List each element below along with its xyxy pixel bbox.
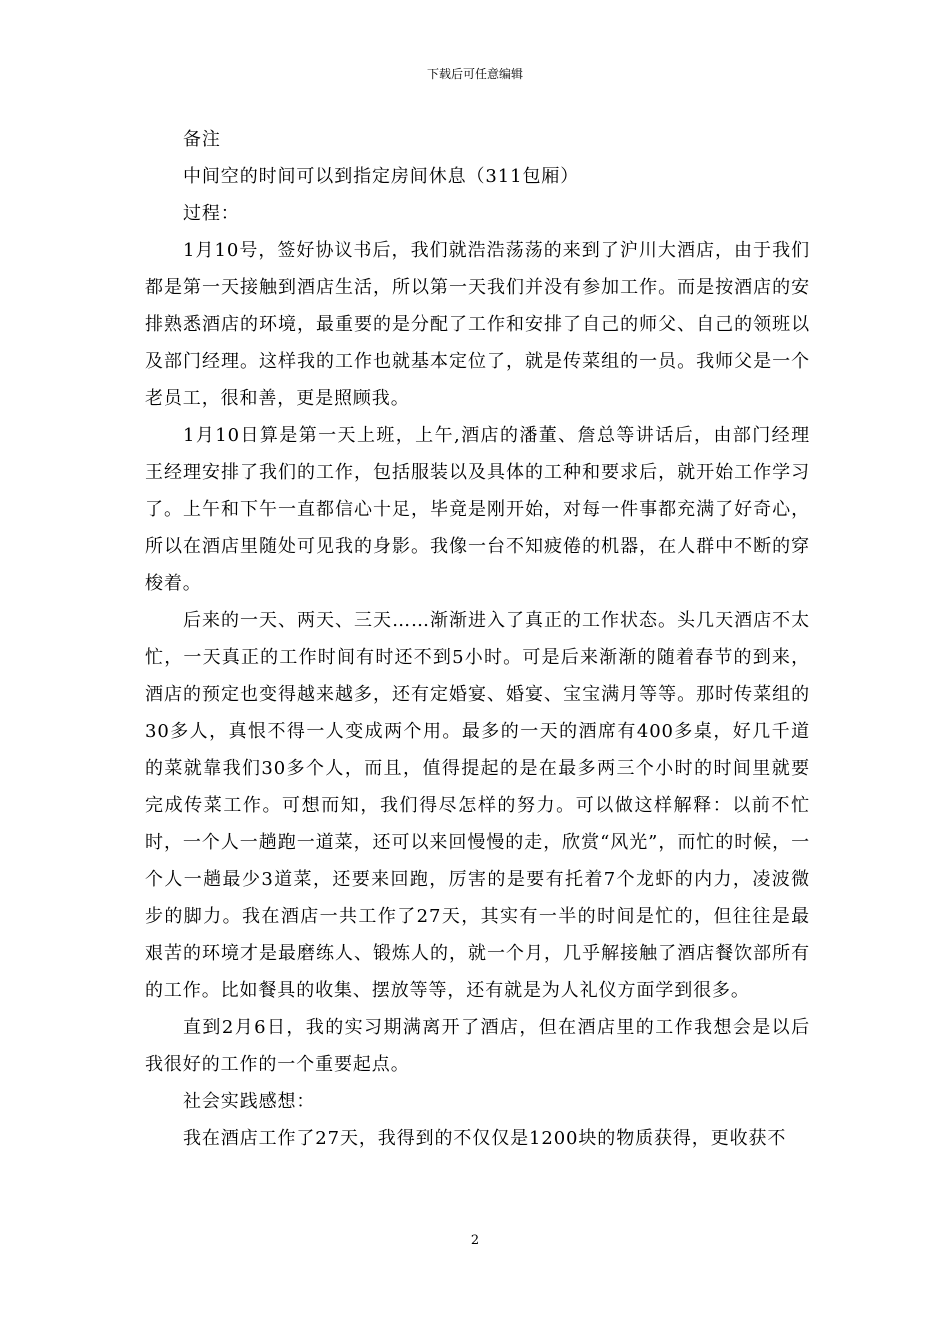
paragraph-departure: 直到2月6日，我的实习期满离开了酒店，但在酒店里的工作我想会是以后我很好的工作的一个重要起点。 [145,1017,810,1075]
paragraph-arrival: 1月10号，签好协议书后，我们就浩浩荡荡的来到了沪川大酒店，由于我们都是第一天接触到酒店生活，所以第一天我们并没有参加工作。而是按酒店的安排熟悉酒店的环境，最重要的是分配了工作和安排了自己的师父、自己的领班以及部门经理。这样我的工作也就基本定位了，就是传菜组的一员。我师父是一个老员工，很和善，更是照顾我。 [145,240,810,409]
paragraph-busy-period: 后来的一天、两天、三天……渐渐进入了真正的工作状态。头几天酒店不太忙，一天真正的工作时间有时还不到5小时。可是后来渐渐的随着春节的到来，酒店的预定也变得越来越多，还有定婚宴、婚宴、宝宝满月等等。那时传菜组的30多人，真恨不得一人变成两个用。最多的一天的酒席有400多桌，好几千道的菜就靠我们30多个人，而且，值得提起的是在最多两三个小时的时间里就要完成传菜工作。可想而知，我们得尽怎样的努力。可以做这样解释：以前不忙时，一个人一趟跑一道菜，还可以来回慢慢的走，欣赏“风光”，而忙的时候，一个人一趟最少3道菜，还要来回跑，厉害的是要有托着7个龙虾的内力，凌波微步的脚力。我在酒店一共工作了27天，其实有一半的时间是忙的，但往往是最艰苦的环境才是最磨练人、锻炼人的，就一个月，几乎解接触了酒店餐饮部所有的工作。比如餐具的收集、摆放等等，还有就是为人礼仪方面学到很多。 [145,610,810,1001]
paragraph-reflection: 我在酒店工作了27天，我得到的不仅仅是1200块的物质获得，更收获不 [183,1128,787,1149]
paragraph-rest-time: 中间空的时间可以到指定房间休息（311包厢） [183,166,580,187]
paragraph-process-heading: 过程： [183,203,240,224]
paragraph-reflection-heading: 社会实践感想： [183,1091,316,1112]
paragraph-first-day: 1月10日算是第一天上班，上午,酒店的潘董、詹总等讲话后，由部门经理王经理安排了我们的工作，包括服装以及具体的工种和要求后，就开始工作学习了。上午和下午一直都信心十足，毕竟是刚开始，对每一件事都充满了好奇心，所以在酒店里随处可见我的身影。我像一台不知疲倦的机器，在人群中不断的穿梭着。 [145,425,810,594]
page-header: 下载后可任意编辑 [426,67,523,81]
document-body [145,121,810,1157]
paragraph-note-heading: 备注 [183,129,221,150]
page-number: 2 [470,1233,480,1248]
